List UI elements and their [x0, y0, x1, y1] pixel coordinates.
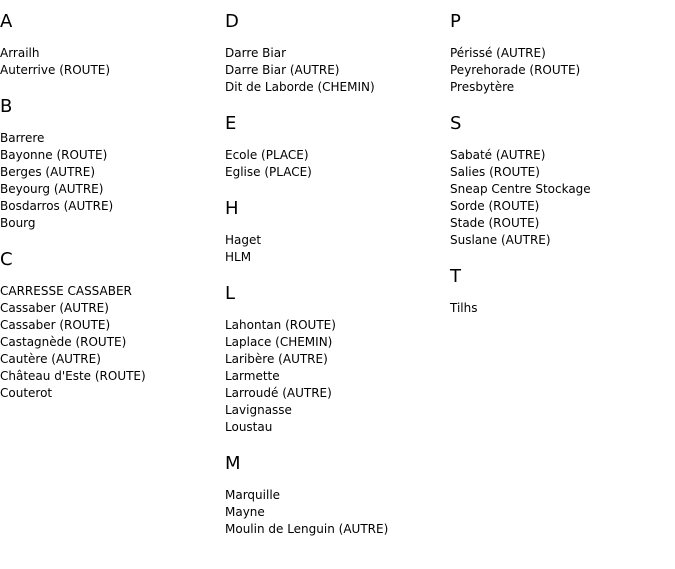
street-link[interactable]: Peyrehorade (ROUTE) [450, 63, 581, 77]
street-link[interactable]: Darre Biar [225, 46, 287, 60]
street-link[interactable]: Sabaté (AUTRE) [450, 148, 546, 162]
letter-group-l [225, 284, 450, 436]
street-link[interactable]: Presbytère [450, 80, 515, 94]
letter-group-e [225, 114, 450, 181]
street-link[interactable]: Darre Biar (AUTRE) [225, 63, 340, 77]
street-list [225, 487, 450, 538]
street-list [450, 300, 675, 317]
street-link[interactable]: Cassaber (AUTRE) [0, 301, 109, 315]
index-column-3 [450, 0, 675, 335]
index-column-2 [225, 0, 450, 556]
letter-heading: T [450, 266, 461, 287]
street-link[interactable]: Château d'Este (ROUTE) [0, 369, 146, 383]
letter-heading: C [0, 249, 13, 270]
street-list [0, 283, 225, 402]
street-link[interactable]: Bourg [0, 216, 36, 230]
street-list [450, 147, 675, 249]
letter-group-b [0, 97, 225, 232]
street-link[interactable]: Castagnède (ROUTE) [0, 335, 127, 349]
letter-group-m [225, 454, 450, 538]
street-link[interactable]: Lavignasse [225, 403, 292, 417]
street-link[interactable]: Sorde (ROUTE) [450, 199, 540, 213]
street-link[interactable]: Sneap Centre Stockage [450, 182, 591, 196]
street-link[interactable]: Berges (AUTRE) [0, 165, 96, 179]
street-link[interactable]: Ecole (PLACE) [225, 148, 309, 162]
letter-heading: S [450, 113, 462, 134]
street-list [225, 317, 450, 436]
letter-heading: M [225, 453, 241, 474]
letter-heading: L [225, 283, 236, 304]
street-link[interactable]: Barrere [0, 131, 45, 145]
street-link[interactable]: Suslane (AUTRE) [450, 233, 551, 247]
index-column-1 [0, 0, 225, 420]
street-link[interactable]: Bayonne (ROUTE) [0, 148, 108, 162]
street-link[interactable]: Moulin de Lenguin (AUTRE) [225, 522, 389, 536]
letter-group-p [450, 12, 675, 96]
street-link[interactable]: Arrailh [0, 46, 40, 60]
street-link[interactable]: Haget [225, 233, 262, 247]
street-link[interactable]: Laribère (AUTRE) [225, 352, 328, 366]
street-link[interactable]: Mayne [225, 505, 265, 519]
street-link[interactable]: Marquille [225, 488, 281, 502]
street-list [225, 232, 450, 266]
letter-group-s [450, 114, 675, 249]
letter-group-d [225, 12, 450, 96]
street-list [225, 45, 450, 96]
street-list [0, 45, 225, 79]
letter-heading: E [225, 113, 237, 134]
street-link[interactable]: HLM [225, 250, 252, 264]
letter-heading: P [450, 11, 461, 32]
street-link[interactable]: Beyourg (AUTRE) [0, 182, 104, 196]
letter-heading: D [225, 11, 239, 32]
street-list [450, 45, 675, 96]
street-link[interactable]: Eglise (PLACE) [225, 165, 312, 179]
street-link[interactable]: Larroudé (AUTRE) [225, 386, 332, 400]
street-list [0, 130, 225, 232]
letter-group-t [450, 267, 675, 317]
street-link[interactable]: Loustau [225, 420, 273, 434]
street-link[interactable]: Cassaber (ROUTE) [0, 318, 111, 332]
street-link[interactable]: Tilhs [450, 301, 478, 315]
letter-heading: B [0, 96, 13, 117]
letter-group-h [225, 199, 450, 266]
street-link[interactable]: Périssé (AUTRE) [450, 46, 546, 60]
letter-group-a [0, 12, 225, 79]
street-link[interactable]: Couterot [0, 386, 53, 400]
letter-heading: A [0, 11, 13, 32]
letter-group-c [0, 250, 225, 402]
street-link[interactable]: Laplace (CHEMIN) [225, 335, 333, 349]
street-link[interactable]: Cautère (AUTRE) [0, 352, 101, 366]
street-link[interactable]: Bosdarros (AUTRE) [0, 199, 114, 213]
street-link[interactable]: Stade (ROUTE) [450, 216, 540, 230]
street-link[interactable]: Salies (ROUTE) [450, 165, 540, 179]
street-link[interactable]: Larmette [225, 369, 280, 383]
street-link[interactable]: Lahontan (ROUTE) [225, 318, 336, 332]
street-link[interactable]: CARRESSE CASSABER [0, 284, 132, 298]
street-list [225, 147, 450, 181]
street-link[interactable]: Auterrive (ROUTE) [0, 63, 111, 77]
letter-heading: H [225, 198, 239, 219]
street-link[interactable]: Dit de Laborde (CHEMIN) [225, 80, 375, 94]
